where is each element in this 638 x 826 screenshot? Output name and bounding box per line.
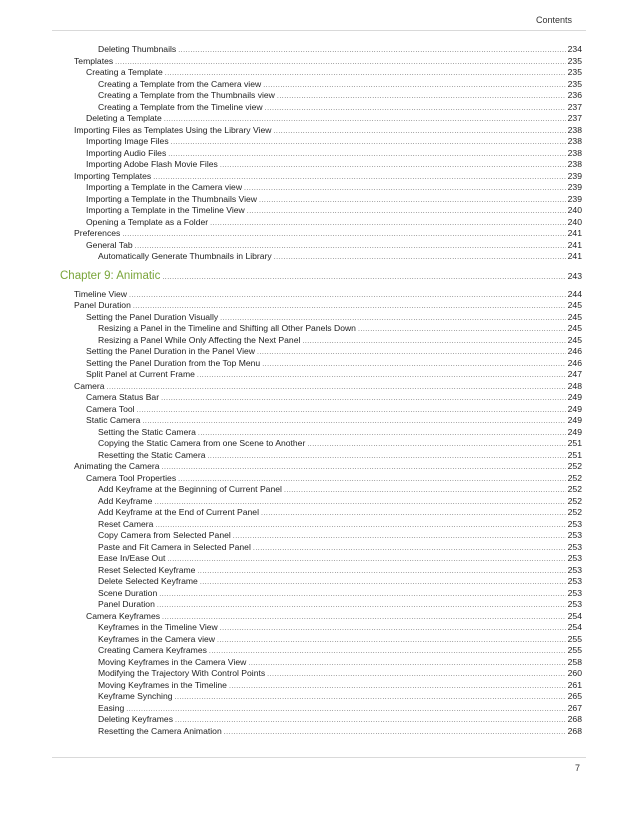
dot-leader (162, 265, 565, 291)
toc-entry-page: 252 (567, 495, 582, 506)
dot-leader (167, 554, 565, 566)
toc-entry-page: 253 (567, 599, 582, 609)
dot-leader (265, 103, 566, 115)
toc-entry[interactable] (62, 519, 582, 531)
toc-entry[interactable] (62, 369, 582, 381)
toc-entry[interactable] (62, 148, 582, 160)
toc-entry[interactable] (62, 565, 582, 577)
toc-entry-title: Paste and Fit Camera in Selected Panel (98, 541, 251, 552)
dot-leader (224, 727, 566, 739)
toc-entry-page: 239 (567, 170, 582, 181)
toc-entry-title: Add Keyframe at the Beginning of Current Panel (98, 484, 282, 494)
toc-entry-page: 253 (567, 541, 582, 552)
dot-leader (267, 669, 565, 681)
toc-entry-page: 258 (567, 656, 582, 667)
toc-entry-title: Panel Duration (74, 300, 131, 310)
toc-entry[interactable] (62, 714, 582, 726)
toc-entry[interactable] (62, 668, 582, 680)
toc-entry[interactable] (62, 703, 582, 715)
toc-entry-page: 240 (567, 216, 582, 227)
dot-leader (262, 359, 565, 371)
toc-entry-page: 254 (567, 622, 582, 632)
toc-entry-title: Keyframes in the Camera view (98, 633, 216, 644)
toc-entry[interactable] (62, 159, 582, 171)
toc-entry[interactable] (62, 217, 582, 229)
dot-leader (200, 577, 566, 589)
dot-leader (171, 137, 566, 149)
toc-entry-title: Keyframe Synching (98, 691, 173, 701)
toc-entry-title: Preferences (74, 228, 121, 238)
dot-leader (273, 126, 565, 138)
toc-entry-title: Setting the Static Camera (98, 426, 196, 437)
toc-entry-page: 253 (567, 564, 582, 575)
toc-entry-title: Setting the Panel Duration in the Panel View (86, 346, 255, 356)
toc-entry-page: 252 (567, 461, 582, 471)
toc-entry-title: Importing Image Files (86, 136, 169, 146)
toc-entry-title: Setting the Panel Duration Visually (86, 311, 219, 322)
toc-entry-page: 260 (567, 668, 582, 678)
toc-entry[interactable] (62, 205, 582, 217)
toc-entry-title: Camera Tool Properties (86, 472, 177, 483)
toc-entry-page: 246 (567, 357, 582, 368)
toc-entry-page: 239 (567, 182, 582, 192)
toc-entry-page: 253 (567, 530, 582, 540)
dot-leader (142, 416, 565, 428)
toc-entry[interactable] (62, 427, 582, 439)
toc-entry[interactable] (62, 90, 582, 102)
toc-entry[interactable] (62, 346, 582, 358)
toc-entry[interactable] (62, 113, 582, 125)
dot-leader (244, 183, 566, 195)
dot-leader (178, 45, 565, 57)
toc-entry[interactable] (62, 404, 582, 416)
toc-entry-title: General Tab (86, 239, 133, 250)
toc-entry[interactable] (62, 450, 582, 462)
dot-leader (207, 451, 565, 463)
toc-entry[interactable] (62, 44, 582, 56)
toc-entry-title: Camera Status Bar (86, 392, 160, 402)
toc-entry[interactable] (62, 726, 582, 738)
dot-leader (115, 57, 565, 69)
toc-entry-page: 245 (567, 300, 582, 310)
toc-entry-page: 238 (567, 136, 582, 146)
dot-leader (217, 635, 566, 647)
toc-entry[interactable] (62, 634, 582, 646)
toc-entry-title: Camera (74, 380, 105, 391)
toc-entry-title: Add Keyframe (98, 495, 153, 506)
toc-entry-page: 238 (567, 159, 582, 169)
running-head: Contents (535, 15, 572, 25)
toc-entry-page: 255 (567, 645, 582, 655)
chapter-title: Chapter 9: Animatic (60, 269, 161, 282)
toc-entry-title: Animating the Camera (74, 461, 160, 471)
toc-entry-page: 267 (567, 702, 582, 713)
header-rule (52, 30, 586, 31)
toc-entry-title: Reset Camera (98, 518, 154, 529)
toc-entry-page: 237 (567, 101, 582, 112)
toc-entry[interactable] (62, 542, 582, 554)
toc-entry[interactable] (62, 289, 582, 301)
toc-entry-page: 237 (567, 113, 582, 123)
dot-leader (220, 623, 566, 635)
dot-leader (277, 91, 566, 103)
toc-entry-title: Deleting a Template (86, 113, 162, 123)
toc-entry-title: Scene Duration (98, 587, 158, 598)
dot-leader (274, 252, 566, 264)
toc-entry[interactable] (62, 300, 582, 312)
toc-entry-title: Reset Selected Keyframe (98, 564, 196, 575)
toc-entry-title: Moving Keyframes in the Timeline (98, 679, 227, 690)
toc-entry-page: 249 (567, 403, 582, 414)
toc-entry-title: Copying the Static Camera from one Scene to Another (98, 438, 306, 448)
toc-entry[interactable] (62, 392, 582, 404)
toc-entry-title: Copy Camera from Selected Panel (98, 530, 231, 540)
toc-entry[interactable] (62, 182, 582, 194)
toc-entry[interactable] (62, 358, 582, 370)
toc-entry-page: 239 (567, 193, 582, 204)
toc-entry[interactable] (62, 507, 582, 519)
toc-entry-title: Modifying the Trajectory With Control Points (98, 668, 266, 678)
toc-entry-page: 235 (567, 78, 582, 89)
dot-leader (175, 715, 566, 727)
toc-entry-title: Automatically Generate Thumbnails in Library (98, 251, 272, 261)
dot-leader (257, 347, 566, 359)
toc-entry-title: Importing Audio Files (86, 147, 167, 158)
dot-leader (284, 485, 566, 497)
toc-entry-page: 251 (567, 449, 582, 460)
dot-leader (162, 612, 566, 624)
dot-leader (220, 160, 566, 172)
table-of-contents (62, 44, 582, 737)
chapter-heading[interactable] (60, 263, 582, 289)
dot-leader (197, 370, 566, 382)
toc-entry-page: 253 (567, 587, 582, 598)
toc-entry[interactable] (62, 496, 582, 508)
toc-entry-title: Importing a Template in the Timeline View (86, 205, 245, 215)
toc-entry-page: 249 (567, 392, 582, 402)
toc-entry-title: Importing a Template in the Camera view (86, 182, 243, 192)
toc-entry-title: Resizing a Panel While Only Affecting the Next Panel (98, 334, 301, 345)
dot-leader (253, 543, 566, 555)
toc-entry-page: 254 (567, 610, 582, 621)
toc-entry-title: Opening a Template as a Folder (86, 216, 209, 227)
toc-entry-page: 253 (567, 518, 582, 529)
dot-leader (197, 566, 565, 578)
toc-entry[interactable] (62, 194, 582, 206)
dot-leader (358, 324, 566, 336)
toc-entry[interactable] (62, 312, 582, 324)
toc-entry[interactable] (62, 657, 582, 669)
dot-leader (122, 229, 565, 241)
dot-leader (263, 80, 565, 92)
toc-entry-page: 253 (567, 576, 582, 586)
dot-leader (307, 439, 565, 451)
toc-entry-page: 252 (567, 472, 582, 483)
toc-entry-page: 252 (567, 507, 582, 517)
toc-entry-title: Resizing a Panel in the Timeline and Shifting all Other Panels Down (98, 323, 356, 333)
toc-entry[interactable] (62, 599, 582, 611)
toc-entry-title: Creating a Template from the Timeline view (98, 101, 263, 112)
toc-entry-title: Importing Files as Templates Using the Library View (74, 124, 272, 135)
toc-entry-title: Creating Camera Keyframes (98, 645, 207, 655)
toc-entry-page: 245 (567, 334, 582, 345)
dot-leader (161, 393, 566, 405)
footer-rule (52, 757, 586, 758)
toc-entry-title: Importing Adobe Flash Movie Files (86, 159, 218, 169)
toc-entry-title: Resetting the Camera Animation (98, 725, 222, 736)
toc-entry-page: 247 (567, 369, 582, 379)
toc-entry[interactable] (62, 323, 582, 335)
toc-entry[interactable] (62, 576, 582, 588)
toc-entry-page: 238 (567, 124, 582, 135)
toc-entry[interactable] (62, 67, 582, 79)
toc-entry[interactable] (62, 381, 582, 393)
dot-leader (248, 658, 565, 670)
toc-entry-page: 235 (567, 55, 582, 66)
toc-entry-title: Importing Templates (74, 170, 152, 181)
dot-leader (175, 692, 566, 704)
toc-entry-page: 245 (567, 323, 582, 333)
toc-entry-title: Ease In/Ease Out (98, 553, 166, 563)
toc-entry[interactable] (62, 240, 582, 252)
toc-entry-page: 241 (567, 228, 582, 238)
dot-leader (107, 382, 566, 394)
dot-leader (233, 531, 566, 543)
toc-entry-title: Add Keyframe at the End of Current Panel (98, 507, 259, 517)
toc-entry[interactable] (62, 484, 582, 496)
toc-entry-title: Setting the Panel Duration from the Top Menu (86, 357, 261, 368)
dot-leader (247, 206, 566, 218)
toc-entry[interactable] (62, 228, 582, 240)
toc-entry-page: 248 (567, 380, 582, 391)
toc-entry[interactable] (62, 553, 582, 565)
toc-entry-title: Keyframes in the Timeline View (98, 622, 218, 632)
toc-entry-page: 240 (567, 205, 582, 215)
dot-leader (129, 290, 566, 302)
toc-entry-title: Split Panel at Current Frame (86, 369, 195, 379)
toc-entry-page: 261 (567, 679, 582, 690)
chapter-page: 243 (567, 270, 582, 281)
toc-entry-title: Creating a Template (86, 67, 163, 77)
toc-entry-page: 251 (567, 438, 582, 448)
dot-leader (229, 681, 566, 693)
dot-leader (209, 646, 566, 658)
toc-entry[interactable] (62, 102, 582, 114)
toc-entry-page: 246 (567, 346, 582, 356)
toc-entry-title: Creating a Template from the Thumbnails view (98, 90, 275, 100)
toc-entry[interactable] (62, 171, 582, 183)
dot-leader (261, 508, 566, 520)
toc-entry[interactable] (62, 611, 582, 623)
toc-section-animatic (62, 289, 582, 738)
toc-entry-title: Templates (74, 55, 114, 66)
toc-entry-page: 265 (567, 691, 582, 701)
dot-leader (259, 195, 566, 207)
toc-entry[interactable] (62, 530, 582, 542)
toc-entry[interactable] (62, 79, 582, 91)
toc-entry-title: Deleting Thumbnails (98, 44, 177, 54)
dot-leader (162, 462, 566, 474)
toc-entry[interactable] (62, 461, 582, 473)
dot-leader (126, 704, 565, 716)
toc-entry-page: 235 (567, 67, 582, 77)
toc-entry-title: Importing a Template in the Thumbnails View (86, 193, 258, 204)
toc-entry-page: 253 (567, 553, 582, 563)
toc-entry-title: Panel Duration (98, 599, 155, 609)
dot-leader (157, 600, 566, 612)
toc-entry[interactable] (62, 125, 582, 137)
toc-entry-title: Camera Tool (86, 403, 135, 414)
toc-entry[interactable] (62, 56, 582, 68)
toc-entry-page: 241 (567, 251, 582, 261)
toc-entry-page: 268 (567, 714, 582, 724)
toc-entry-title: Moving Keyframes in the Camera View (98, 656, 247, 667)
toc-entry-page: 249 (567, 426, 582, 437)
toc-entry[interactable] (62, 415, 582, 427)
toc-entry-page: 245 (567, 311, 582, 322)
dot-leader (168, 149, 565, 161)
toc-entry-title: Creating a Template from the Camera view (98, 78, 262, 89)
toc-entry-page: 249 (567, 415, 582, 425)
toc-entry-title: Delete Selected Keyframe (98, 576, 198, 586)
toc-entry-page: 241 (567, 239, 582, 250)
toc-entry-page: 268 (567, 725, 582, 736)
toc-entry[interactable] (62, 622, 582, 634)
toc-entry[interactable] (62, 588, 582, 600)
dot-leader (159, 589, 565, 601)
toc-entry[interactable] (62, 645, 582, 657)
toc-entry[interactable] (62, 473, 582, 485)
toc-entry-page: 234 (567, 44, 582, 54)
toc-entry-title: Camera Keyframes (86, 610, 161, 621)
toc-section-templates (62, 44, 582, 263)
toc-entry[interactable] (62, 680, 582, 692)
dot-leader (137, 405, 566, 417)
toc-entry[interactable] (62, 691, 582, 703)
toc-entry-title: Static Camera (86, 415, 141, 425)
page-number: 7 (574, 763, 580, 773)
toc-entry-title: Deleting Keyframes (98, 714, 173, 724)
toc-entry-title: Timeline View (74, 288, 128, 299)
toc-entry-page: 252 (567, 484, 582, 494)
toc-entry[interactable] (62, 251, 582, 263)
toc-entry-page: 238 (567, 147, 582, 158)
toc-entry-page: 244 (567, 288, 582, 299)
toc-entry-page: 255 (567, 633, 582, 644)
toc-entry[interactable] (62, 335, 582, 347)
toc-entry-page: 236 (567, 90, 582, 100)
toc-entry-title: Resetting the Static Camera (98, 449, 206, 460)
dot-leader (302, 336, 565, 348)
toc-entry[interactable] (62, 438, 582, 450)
toc-entry-title: Easing (98, 702, 125, 713)
toc-entry[interactable] (62, 136, 582, 148)
dot-leader (210, 218, 566, 230)
